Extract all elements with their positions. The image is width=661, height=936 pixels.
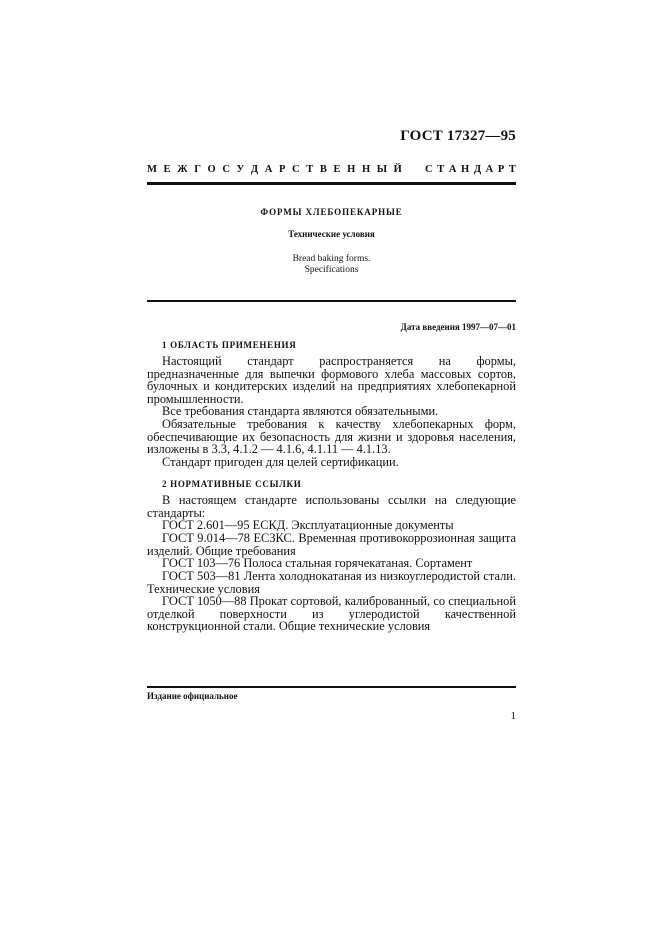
banner-letter: Й xyxy=(393,164,402,175)
banner-letter: Н xyxy=(361,164,371,175)
banner-letter: В xyxy=(319,164,327,175)
banner-letter: А xyxy=(485,164,494,175)
document-title: ФОРМЫ ХЛЕБОПЕКАРНЫЕ xyxy=(260,207,403,217)
banner-letter: А xyxy=(448,164,457,175)
reference-item: ГОСТ 1050—88 Прокат сортовой, калиброванный, со специальной отделкой поверхности из углеродистой качественной конструкционной стали. Общие технические условия xyxy=(147,594,516,633)
interstate-word xyxy=(147,164,402,175)
banner-letter: М xyxy=(147,164,157,175)
banner-letter: Д xyxy=(473,164,482,175)
banner-letter: Е xyxy=(333,164,341,175)
reference-item: ГОСТ 9.014—78 ЕСЗКС. Временная противокоррозионная защита изделий. Общие требования xyxy=(147,531,516,558)
interstate-standard-banner xyxy=(147,164,516,175)
section-heading-references: 2 НОРМАТИВНЫЕ ССЫЛКИ xyxy=(162,479,302,489)
standard-number: ГОСТ 17327—95 xyxy=(400,128,516,144)
reference-item: ГОСТ 103—76 Полоса стальная горячекатаная. Сортамент xyxy=(162,556,473,570)
banner-letter: С xyxy=(222,164,230,175)
document-subtitle: Технические условия xyxy=(288,229,375,239)
banner-letter: С xyxy=(292,164,300,175)
references-paragraph: В настоящем стандарте использованы ссылки на следующие стандарты: xyxy=(147,493,516,520)
english-subtitle-line: Specifications xyxy=(304,265,359,275)
section-heading-scope: 1 ОБЛАСТЬ ПРИМЕНЕНИЯ xyxy=(162,340,297,350)
banner-letter: С xyxy=(425,164,433,175)
banner-letter: Т xyxy=(306,164,314,175)
banner-letter: Ж xyxy=(177,164,188,175)
banner-letter: Р xyxy=(497,164,505,175)
title-divider xyxy=(147,300,516,302)
banner-letter: Т xyxy=(508,164,516,175)
introduction-date: Дата введения 1997—07—01 xyxy=(400,322,516,332)
reference-item: ГОСТ 2.601—95 ЕСКД. Эксплуатационные документы xyxy=(162,518,454,532)
scope-paragraph: Обязательные требования к качеству хлебопекарных форм, обеспечивающие их безопасность для жизни и здоровья населения, изложены в 3.3, 4.1.2 — 4.1.6, 4.1.11 — 4.1.13. xyxy=(147,417,516,456)
scope-paragraph: Стандарт пригоден для целей сертификации. xyxy=(162,455,399,469)
banner-letter: Г xyxy=(194,164,201,175)
english-title xyxy=(147,254,516,276)
scope-paragraph: Все требования стандарта являются обязательными. xyxy=(162,404,439,418)
english-title-line: Bread baking forms. xyxy=(292,254,371,264)
header-divider xyxy=(147,182,516,185)
banner-letter: Д xyxy=(250,164,259,175)
footer-divider xyxy=(147,686,516,688)
page-number: 1 xyxy=(510,710,516,722)
banner-letter: Е xyxy=(163,164,171,175)
banner-letter: Ы xyxy=(376,164,388,175)
banner-letter: А xyxy=(264,164,273,175)
reference-item: ГОСТ 503—81 Лента холоднокатаная из низкоуглеродистой стали. Технические условия xyxy=(147,569,516,596)
banner-letter: Н xyxy=(461,164,470,175)
scope-paragraph: Настоящий стандарт распространяется на формы, предназначенные для выпечки формового хлеба массовых сортов, булочных и кондитерских изделий на предприятиях хлебопекарной промышленности. xyxy=(147,354,516,406)
banner-letter: Т xyxy=(437,164,445,175)
banner-letter: У xyxy=(236,164,245,175)
standard-word xyxy=(425,164,516,175)
banner-letter: Н xyxy=(347,164,356,175)
banner-letter: О xyxy=(207,164,216,175)
banner-letter: Р xyxy=(278,164,286,175)
official-edition-label: Издание официальное xyxy=(147,691,238,701)
